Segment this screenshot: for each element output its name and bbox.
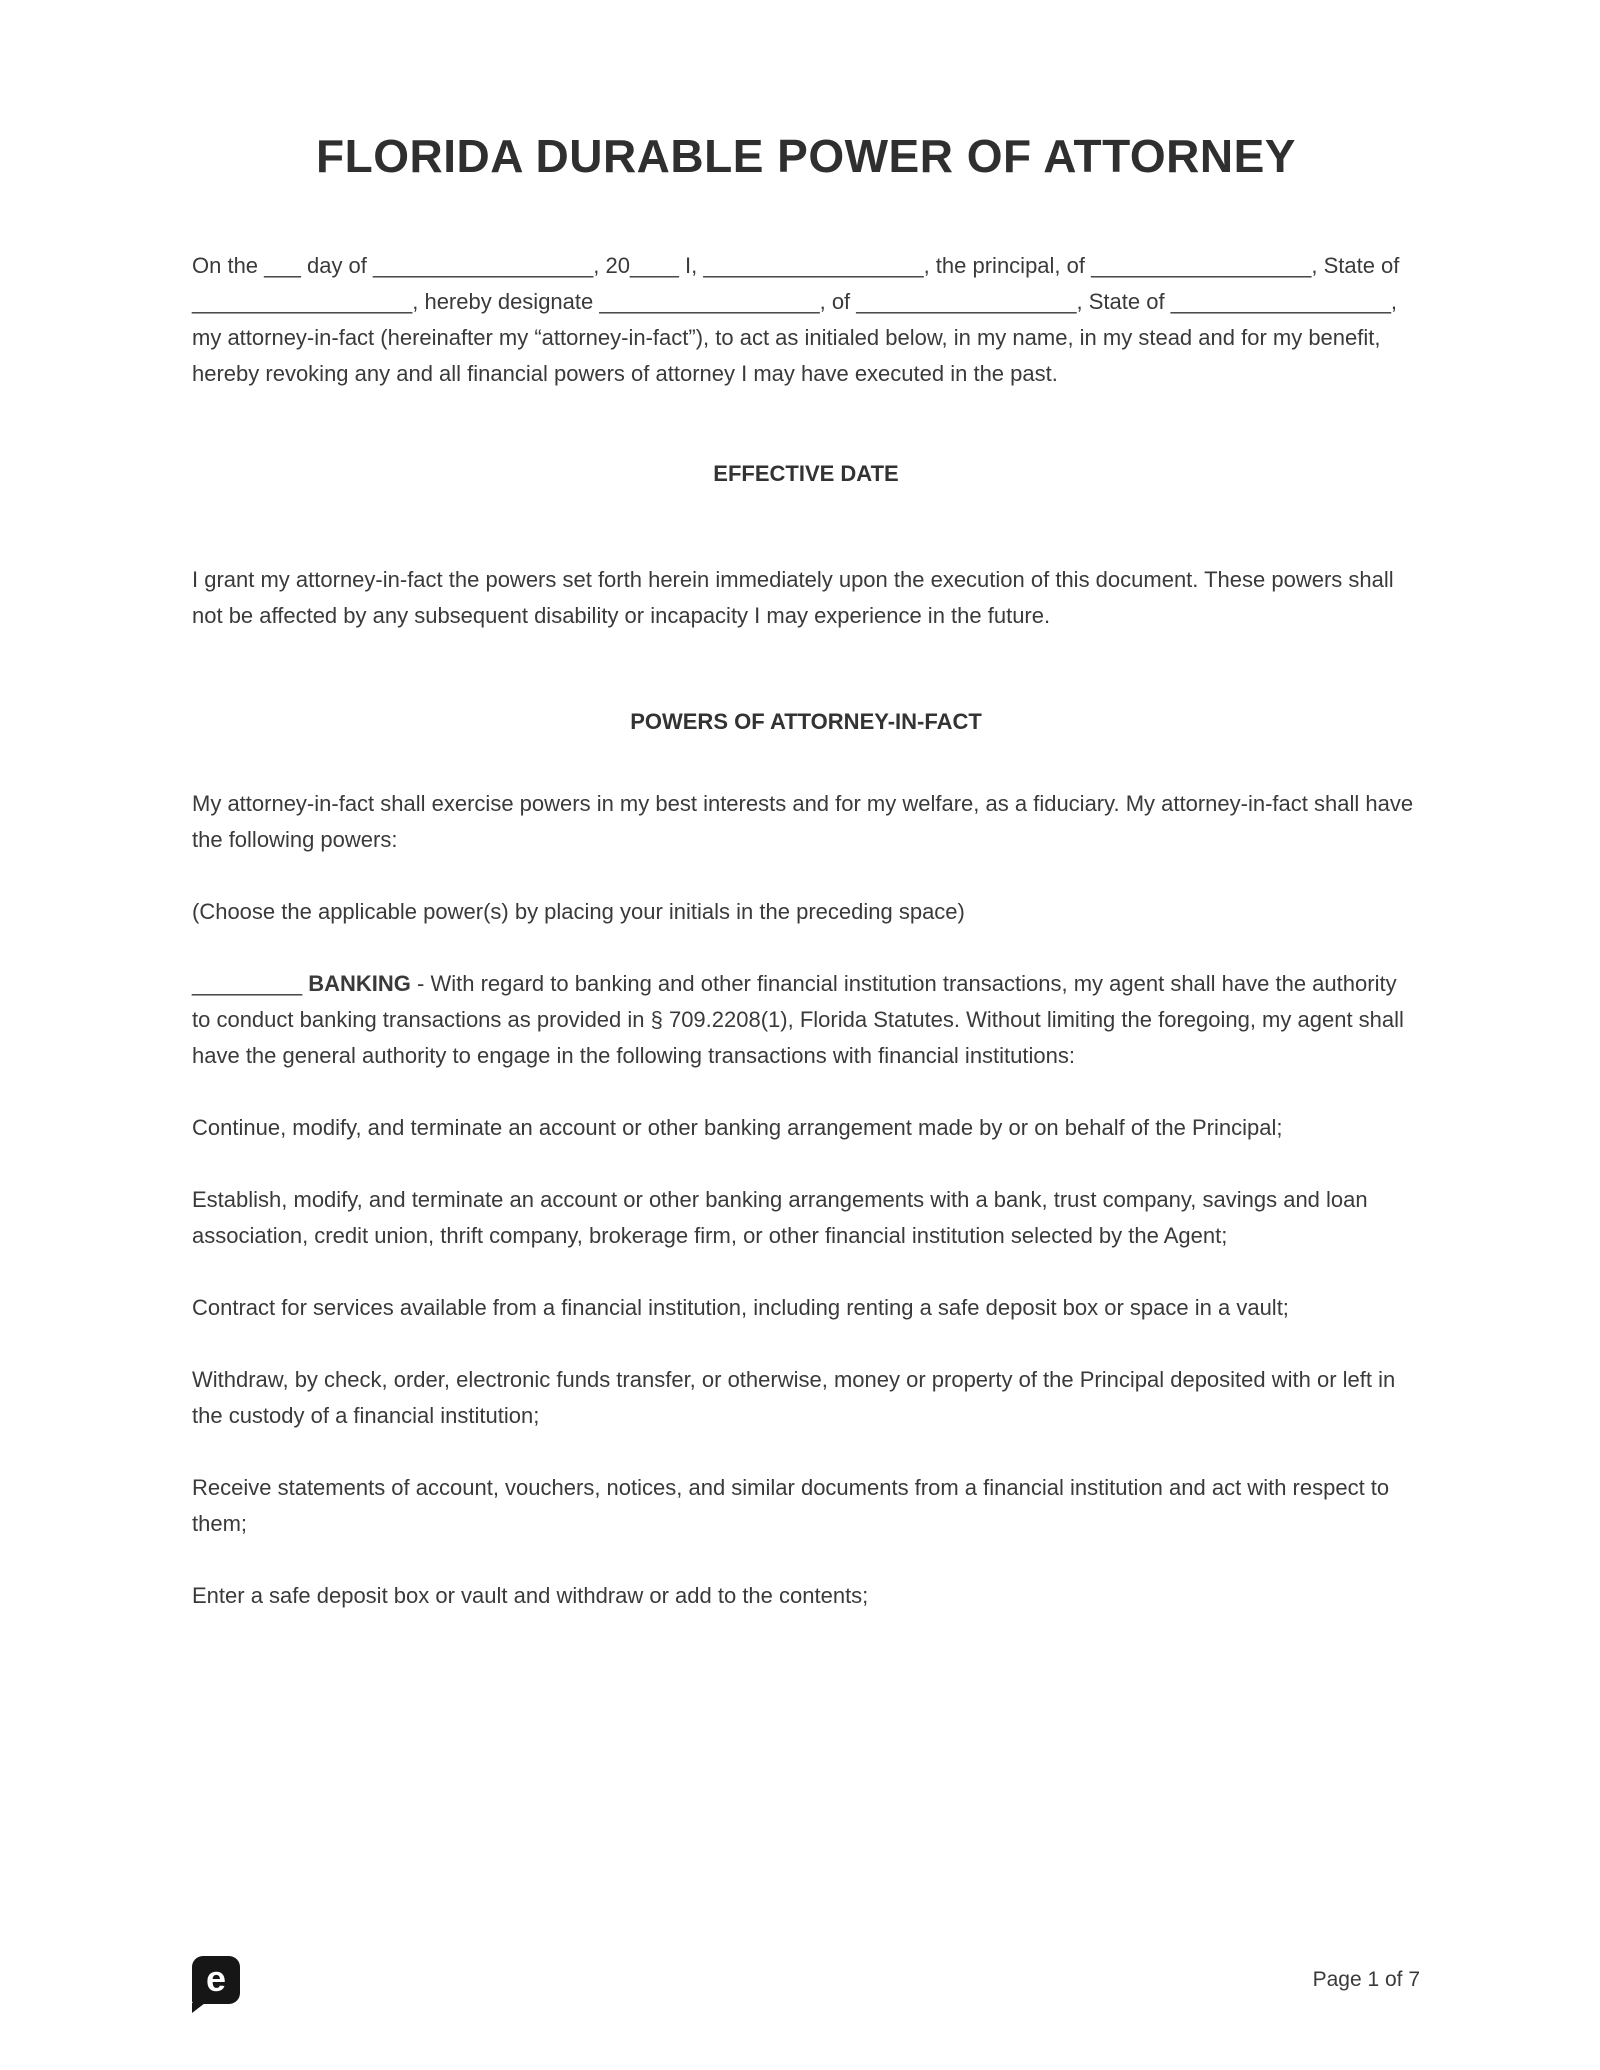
page-footer [192,1956,1420,2004]
powers-heading: POWERS OF ATTORNEY-IN-FACT [630,709,982,734]
eforms-logo [192,1956,240,2004]
banking-item-receive-statements: Receive statements of account, vouchers, notices, and similar documents from a financial institution and act with respect to them; [192,1475,1390,1536]
powers-instruction-line: (Choose the applicable power(s) by placing your initials in the preceding space) [192,899,965,924]
intro-paragraph: On the ___ day of __________________, 20____ I, __________________, the principal, of __________________, State of __________________, hereby designate __________________, of __________________, State of __________________, my attorney-in-fact (hereinafter my “attorney-in-fact”), to act as initialed below, in my name, in my stead and for my benefit, hereby revoking any and all financial powers of attorney I may have executed in the past. [192,253,1400,386]
banking-item-continue-account: Continue, modify, and terminate an account or other banking arrangement made by or on behalf of the Principal; [192,1115,1283,1140]
banking-initials-blank: _________ [192,971,309,996]
banking-item-withdraw-funds: Withdraw, by check, order, electronic funds transfer, or otherwise, money or property of the Principal deposited with or left in the custody of a financial institution; [192,1367,1396,1428]
effective-date-paragraph: I grant my attorney-in-fact the powers set forth herein immediately upon the execution of this document. These powers shall not be affected by any subsequent disability or incapacity I may experience in the future. [192,567,1394,628]
effective-date-heading: EFFECTIVE DATE [713,461,899,486]
document-title: FLORIDA DURABLE POWER OF ATTORNEY [316,130,1296,182]
banking-item-contract-services: Contract for services available from a financial institution, including renting a safe deposit box or space in a vault; [192,1295,1289,1320]
page-number-indicator: Page 1 of 7 [1312,1968,1420,1991]
banking-paragraph [192,966,1420,1074]
eforms-logo-letter: e [205,1957,227,1999]
banking-body-text: - With regard to banking and other financial institution transactions, my agent shall have the authority to conduct banking transactions as provided in § 709.2208(1), Florida Statutes. Without limiting the foregoing, my agent shall have the general authority to engage in the following transactions with financial institutions: [192,971,1404,1068]
banking-label: BANKING [308,971,411,996]
powers-intro-paragraph: My attorney-in-fact shall exercise powers in my best interests and for my welfare, as a fiduciary. My attorney-in-fact shall have the following powers: [192,791,1414,852]
banking-item-establish-account: Establish, modify, and terminate an account or other banking arrangements with a bank, trust company, savings and loan association, credit union, thrift company, brokerage firm, or other financial institution selected by the Agent; [192,1187,1368,1248]
banking-item-safe-deposit-box: Enter a safe deposit box or vault and withdraw or add to the contents; [192,1583,869,1608]
